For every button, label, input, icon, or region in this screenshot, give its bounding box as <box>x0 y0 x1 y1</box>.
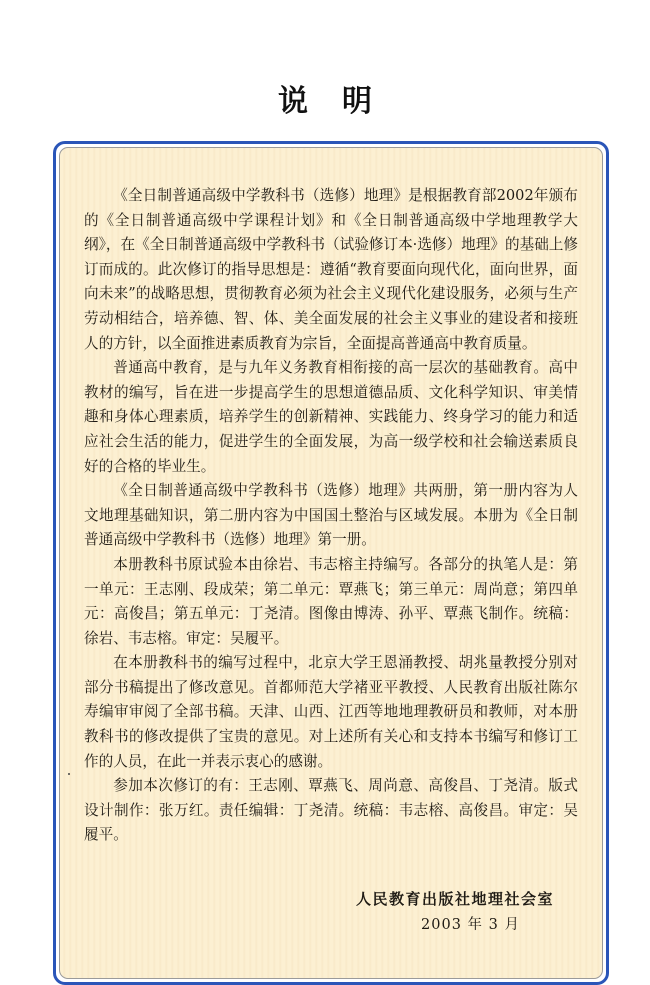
paragraph: 《全日制普通高级中学教科书（选修）地理》是根据教育部2002年颁布的《全日制普通高级中学课程计划》和《全日制普通高级中学地理教学大纲》，在《全日制普通高级中学教科书（试验修订本·选修）地理》的基础上修订而成的。此次修订的指导思想是：遵循“教育要面向现代化，面向世界，面向未来”的战略思想，贯彻教育必须为社会主义现代化建设服务，必须与生产劳动相结合，培养德、智、体、美全面发展的社会主义事业的建设者和接班人的方针，以全面推进素质教育为宗旨，全面提高普通高中教育质量。 <box>84 187 578 352</box>
signature: 人民教育出版社地理社会室 <box>355 890 554 909</box>
paragraph: 本册教科书原试验本由徐岩、韦志榕主持编写。各部分的执笔人是：第一单元：王志刚、段成荣；第二单元：覃燕飞；第三单元：周尚意；第四单元：高俊昌；第五单元：丁尧清。图像由博涛、孙平、覃燕飞制作。统稿：徐岩、韦志榕。审定：吴履平。 <box>84 555 578 647</box>
paragraph: 参加本次修订的有：王志刚、覃燕飞、周尚意、高俊昌、丁尧清。版式设计制作：张万红。责任编辑：丁尧清。统稿：韦志榕、高俊昌。审定：吴履平。 <box>84 777 578 844</box>
note-body <box>84 184 578 848</box>
date: 2003 年 3 月 <box>421 917 520 934</box>
note-frame <box>53 141 609 985</box>
note-panel <box>59 147 603 979</box>
speck <box>68 773 70 775</box>
signature-block <box>84 886 578 938</box>
paragraph: 《全日制普通高级中学教科书（选修）地理》共两册，第一册内容为人文地理基础知识，第二册内容为中国国土整治与区域发展。本册为《全日制普通高级中学教科书（选修）地理》第一册。 <box>84 482 578 549</box>
page-title: 说明 <box>278 84 406 119</box>
paragraph: 普通高中教育，是与九年义务教育相衔接的高一层次的基础教育。高中教材的编写，旨在进一步提高学生的思想道德品质、文化科学知识、审美情趣和身体心理素质，培养学生的创新精神、实践能力、终身学习的能力和适应社会生活的能力，促进学生的全面发展，为高一级学校和社会输送素质良好的合格的毕业生。 <box>84 359 578 475</box>
paragraph: 在本册教科书的编写过程中，北京大学王恩涌教授、胡兆量教授分别对部分书稿提出了修改意见。首都师范大学褚亚平教授、人民教育出版社陈尔寿编审审阅了全部书稿。天津、山西、江西等地地理教研员和教师，对本册教科书的修改提供了宝贵的意见。对上述所有关心和支持本书编写和修订工作的人员，在此一并表示衷心的感谢。 <box>84 654 578 770</box>
